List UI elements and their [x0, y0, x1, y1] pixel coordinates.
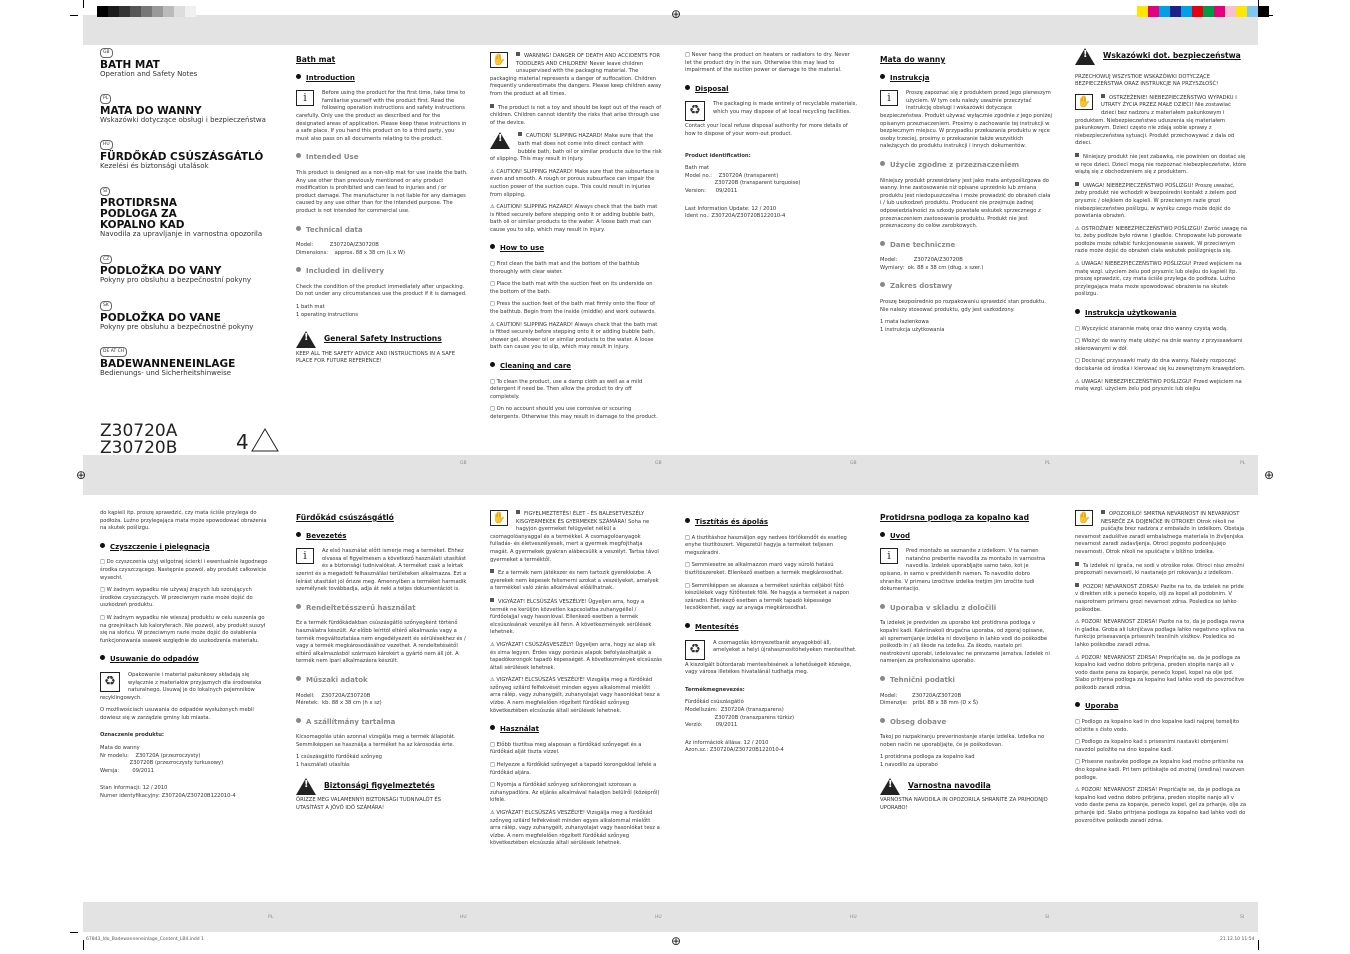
product-id-heading: Oznaczenie produktu:	[100, 732, 164, 739]
how-step: ⚠ VIGYÁZAT! ELCSÚSZÁS VESZÉLYE! Vizsgálja meg a fürdőkád szőnyeg szilárd felfekvését minden egyes alkalommal mielőtt arra rálép, vagy zuhanygélt, zuhanyolajat vagy hasonlókat tesz a vízbe. A nem megfelelően rögzített fürdőkád szőnyeg következtében elcsúszás általi sérülések lehetnek.	[490, 810, 660, 847]
section-heading: Intended Use	[296, 153, 468, 162]
how-step: □ Prisesne nastavke podloge za kopalno kad močno pritisnite na dno kopalne kadi. Pri tem pritiskajte od znotraj (sredina) navzven podloge.	[1075, 759, 1245, 781]
lang-flag: CZ	[100, 255, 112, 265]
clean-text: Do czyszczenia użyj wilgotnej ścierki i ewentualnie łagodnego środka czyszczącego. Następnie pozwól, aby produkt całkowicie wysechł.	[100, 559, 268, 581]
cover-title: BADEWANNENEINLAGE	[100, 357, 236, 370]
page-lang-label: GB	[655, 461, 662, 466]
safety-block	[296, 778, 468, 798]
cover-item	[100, 187, 270, 239]
product-id-text: Bath mat Model no.: Z30720A (transparent) Z30720B (transparent turquoise) Version: 09/2011	[685, 165, 801, 194]
delivery-items: 1 mata łazienkowa 1 instrukcja użytkowania	[880, 319, 945, 333]
how-text: Place the bath mat with the suction feet on its underside on the bottom of the bath.	[490, 281, 653, 295]
cover-title: PODLOŽKA DO VANY	[100, 265, 222, 278]
child-warning-icon: ✋	[490, 510, 508, 526]
page-lang-label: PL	[1045, 461, 1051, 466]
clean-text: To clean the product, use a damp cloth as well as a mild detergent if need be. Then allow the product to dry off completely.	[490, 378, 643, 400]
delivery-text: Kicsomagolás után azonnal vizsgálja meg a termék állapotát. Semmiképpen se használja a terméket ha az károsodás érte.	[296, 734, 456, 748]
delivery-text: Check the condition of the product immediately after unpacking. Do not under any circumstances use the product if it is damaged.	[296, 283, 467, 298]
intro-paragraph	[296, 548, 468, 594]
how-text: Nyomja a fürdőkád szőnyeg színkorongjait szorosan a zuhanypadlóra. Az eljárás alkalmával haladjon belülről (középről) kifelé.	[490, 782, 660, 804]
intro-text: Az első használat előtt ismerje meg a terméket. Ehhez olvassa el figyelmesen a következő használati utasítást és a biztonsági tudnivalókat. A terméket csak a leírtak szerint és a megadott felhasználási területeken alkalmazza. Ezt a leírást utasítást jól őrizze meg. Amennyiben a terméket harmadik személynek továbbadja, adja át neki a teljes dokumentációt is.	[296, 548, 467, 593]
child-warning-icon: ✋	[490, 52, 508, 68]
warning-text: The product is not a toy and should be kept out of the reach of children. Children cannot identify the risks that arise through use of the device.	[490, 104, 662, 126]
crop-mark	[1258, 940, 1259, 950]
delivery-text: Takoj po razpakiranju preverinostanje stanje izdelka. Izdelka no noben način ne uporabljajte, če je poškodovan.	[880, 734, 1045, 748]
section-heading: Uporaba	[1075, 702, 1247, 711]
section-heading: Rendeltetésszerű használat	[296, 604, 468, 613]
clean-text: A tisztításhoz használjon egy nedves törlőkendőt és esetleg enyhe tisztítószert. Végezetül hagyja a terméket teljesen megszáradni.	[685, 534, 847, 556]
warning-text: OSTROŻNIE! NIEBEZPIECZEŃSTWO POŚLIZGU! Zwróć uwagę na to, żeby podłoże było równe i gładkie. Chropowate lub porowate podłoże może ożłabić funkcjonowanie ssawek. W przeciwnym razie może dojść do obrażeń ciała wskutek poślizgnięcia się.	[1075, 225, 1248, 255]
how-step: ⚠ POZOR! NEVARNOST ZDRSA! Prepričajte se, da je podloga za kopalno kad vedno dobro pritrjena, preden stopite nanjo ali v vodo daste pena za kopanje, penečo kopel, gel za prhanje, olje za prhanje ipd. Slabo pritrjena podloga za kopalno kad lahko vodi do povzročitve poškodb zaradi zdrsa.	[1075, 787, 1247, 824]
disposal-text-2: Contact your local refuse disposal authority for more details of how to dispose of your worn-out product.	[685, 123, 848, 137]
warning-text: VIGYÁZAT! ELCSÚSZÁS VESZÉLYE! Vizsgálja meg a fürdőkád szőnyeg szilárd felfekvését minden egyes alkalommal mielőtt arra rálép, vagy zuhanygélt, zuhanyolajat vagy hasonlókat tesz a vízbe. A nem megfelelően rögzített fürdőkád szőnyeg következtében elcsúszás általi sérülések lehetnek.	[490, 677, 660, 714]
disposal-paragraph	[100, 672, 272, 702]
crop-mark	[83, 0, 84, 8]
product-id-heading: Termékmegnevezés:	[685, 686, 745, 693]
disposal-text-2: A kiszolgált bútordarab mentesítésének a lehetőségeit községe, vagy városa illetékes hivatalánál tudhatja meg.	[685, 661, 852, 676]
warning-item	[1075, 94, 1247, 148]
clean-step: □ On no account should you use corrosive or scouring detergents. Otherwise this may result in damage to the product.	[490, 406, 658, 420]
warning-text: UWAGA! NIEBEZPIECZEŃSTWO POŚLIZGU! Przed wejściem na matę wzgl. użyciem żelu pod prysznic lub olejku do kąpieli itp. proszę sprawdzić, czy mata ściśle przylega do podłoża. Luźno przylegająca mata może spowodować obrażenia na skutek poślizgu.	[1075, 261, 1242, 298]
section-heading: Instrukcja	[880, 74, 1052, 83]
page-lang-label: PL	[268, 915, 274, 920]
warning-item	[1075, 153, 1247, 177]
product-id-heading: Product identification:	[685, 152, 751, 159]
warning-item: ⚠ CAUTION! SLIPPING HAZARD! Always check that the bath mat is fitted securely before stepping onto it or adding bubble bath, bath oil or similar products to the water. A loose bath mat can cause you to slip, which may result in injury.	[490, 204, 658, 233]
clean-text: Semmiesetre se alkalmazzon maró vagy súroló hatású tisztítószereket. Ellenkező esetben a termék megkárosodhat.	[685, 562, 844, 576]
safety-block	[296, 331, 468, 351]
section-heading: Disposal	[685, 85, 857, 94]
how-step: □ Podlogo za kopalno kad s prisesnimi nastavki obmjenimi navzdol položite na dno kopalne kadi.	[1075, 739, 1228, 753]
last-update: Az információk állása: 12 / 2010 Azon.sz.: Z30720A/Z30720B122010-4	[685, 739, 784, 754]
clean-step: □ Semmiesetre se alkalmazzon maró vagy súroló hatású tisztítószereket. Ellenkező esetben a termék megkárosodhat.	[685, 562, 844, 576]
section-heading: Zakres dostawy	[880, 282, 1052, 291]
disposal-text: A csomagolás környezetbarát anyagokból áll, amelyeket a helyi újrahasznosítóhelyeken mentesíthet.	[713, 639, 857, 654]
recycle-icon: ♻	[685, 101, 705, 121]
grayscale-bar	[97, 6, 196, 17]
how-text: Podlogo za kopalno kad s prisesnimi nastavki obmjenimi navzdol položite na dno kopalne kadi.	[1075, 739, 1228, 753]
safety-text: PRZECHOWUJ WSZYSTKIE WSKAZÓWKI DOTYCZĄCE BEZPIECZEŃSTWA ORAZ INSTRUKCJE NA PRZYSZŁOŚĆ!	[1075, 73, 1219, 88]
info-icon: i	[880, 548, 898, 564]
cover-column	[100, 48, 270, 393]
disposal-text: Opakowanie i materiał pakunkowy składają się wyłącznie z materiałów przyjaznych dla środowiska naturalnego. Usuwaj je do lokalnych pojemników recyklingowych.	[100, 671, 262, 701]
child-warning-icon: ✋	[1075, 510, 1093, 526]
section-heading: Uvod	[880, 532, 1052, 541]
print-date: 21.12.10 11:54	[1220, 937, 1255, 942]
warning-text: UWAGA! NIEBEZPIECZEŃSTWO POŚLIZGU! Proszę uważać, żeby produkt nie wchodził w bezpośredni kontakt z żelem pod prysznic / olejkiem do kąpieli. W przeciwnym razie grozi niebezpieczeństwo poślizgu, w wyniku czego może dojść do powstania obrażeń.	[1075, 182, 1237, 220]
clean-step: □ W żadnym wypadku nie używaj żrących lub szorujących środków czyszczących. W przeciwnym razie może dojść do uszkodzeń produktu.	[100, 587, 253, 609]
clean-step: □ Do czyszczenia użyj wilgotnej ścierki i ewentualnie łagodnego środka czyszczącego. Następnie pozwól, aby produkt całkowicie wysechł.	[100, 559, 268, 581]
how-step: □ Włożyć do wanny matę ułożyć na dnie wanny z przyssawkami skierowanymi w dół.	[1075, 338, 1243, 352]
lang-flag: DE AT CH	[100, 347, 127, 357]
intended-use-text: This product is designed as a non-slip mat for use inside the bath. Any use other than previously mentioned or any product modification is prohibited and can lead to injuries and / or product damage. The manufacturer is not liable for any damages caused by any use other than for the intended purpose. The product is not intended for commercial use.	[296, 169, 468, 214]
middle-band	[83, 455, 1258, 495]
clean-step: □ Never hang the product on heaters or radiators to dry. Never let the product dry in the sun. Otherwise this may lead to impairment of the suction power or damage to the material.	[685, 52, 850, 74]
age-number: 4	[236, 430, 249, 454]
warning-item: ⚠ POZOR! NEVARNOST ZDRSA! Prepričajte se, da je podloga za kopalno kad vedno dobro pritrjena, preden stopite nanjo ali v vodo daste pena za kopanje, penečo kopel, kopel na olje ipd. Slabo pritrjena podloga za kopalno kad lahko vodi do povzročitve poškodb zaradi zdrsa.	[1075, 654, 1245, 691]
info-icon: i	[880, 90, 898, 106]
last-update: Last Information Update: 12 / 2010 Ident no.: Z30720A/Z30720B122010-4	[685, 205, 786, 220]
clean-step: □ Semmiképpen se akassza a terméket szárítás céljából fűtő készülékek vagy fűtőtestek fölé. Ne hagyja a terméket a napon száradni. Ellenkező esetben a termék tapadó képessége lecsökkenhet, vagy az anyaga megkárosodhat.	[685, 582, 850, 612]
warning-item: ⚠ VIGYÁZAT! ELCSÚSZÁS VESZÉLYE! Vizsgálja meg a fürdőkád szőnyeg szilárd felfekvését minden egyes alkalommal mielőtt arra rálép, vagy zuhanygélt, zuhanyolajat vagy hasonlókat tesz a vízbe. A nem megfelelően rögzített fürdőkád szőnyeg következtében elcsúszás általi sérülések lehetnek.	[490, 677, 660, 714]
lang-flag: HU	[100, 140, 113, 150]
section-heading: Műszaki adatok	[296, 676, 468, 685]
warning-text: POZOR! NEVARNOST ZDRSA! Prepričajte se, da je podloga za kopalno kad vedno dobro pritrjena, preden stopite nanjo ali v vodo daste pena za kopanje, penečo kopel, kopel na olje ipd. Slabo pritrjena podloga za kopalno kad lahko vodi do povzročitve poškodb zaradi zdrsa.	[1075, 654, 1245, 691]
page-lang-label: PL	[1240, 461, 1246, 466]
cover-subtitle: Kezelési és biztonsági utalások	[100, 161, 209, 170]
how-text: Prisesne nastavke podloge za kopalno kad močno pritisnite na dno kopalne kadi. Pri tem pritiskajte od znotraj (sredina) navzven podloge.	[1075, 759, 1245, 781]
safety-heading: Biztonsági figyelmeztetés	[324, 780, 435, 790]
section-heading: Tehnični podatki	[880, 676, 1052, 685]
delivery-items: 1 csúszásgátló fürdőkád szőnyeg 1 használati utasítás	[296, 754, 382, 769]
continued-text: do kąpieli itp. proszę sprawdzić, czy mata ściśle przylega do podłoża. Luźno przylegająca mata może spowodować obrażenia na skutek poślizgu.	[100, 510, 267, 532]
hu-column-1	[296, 508, 468, 817]
intended-use-text: Ez a termék fürdőkádakban csúszásgátló szőnyegként történő használatra készült. Az előbb leírttól eltérő alkalmazás vagy a termék megváltoztatása nem engedélyezett és sérülésekhez és / vagy a termék megkárosodásához vezethet. A rendeltetésétől eltérő alkalmazásból származó károkért a gyártó nem áll jót. A termék nem ipari alkalmazásra készült.	[296, 620, 466, 665]
section-title: Protidrsna podloga za kopalno kad	[880, 513, 1030, 522]
how-step: □ Helyezze a fürdőkád szőnyeget a tapadó korongokkal lefelé a fürdőkád aljára.	[490, 762, 657, 776]
lang-flag: GB	[100, 48, 113, 58]
how-text: Helyezze a fürdőkád szőnyeget a tapadó korongokkal lefelé a fürdőkád aljára.	[490, 762, 657, 776]
warning-item	[490, 104, 662, 128]
clean-step: □ A tisztításhoz használjon egy nedves törlőkendőt és esetleg enyhe tisztítószert. Végezetül hagyja a terméket teljesen megszáradni.	[685, 534, 847, 556]
page-lang-label: HU	[655, 915, 662, 920]
warning-text: Ta izdelek ni igrača, ne sodi v otroške roke. Otroci niso zmožni prepoznati nevarnosti, ki nastanejo pri rokovanju z izdelkom.	[1075, 562, 1245, 577]
warning-text: POZOR! NEVARNOST ZDRSA! Pazite na to, da je podlaga ravna in gladka. Groba ali luknjičava podlaga lahko negativno vpliva na funkcijo prisesavanja prisesnih tesnilnih vložkov. Posledica so lahko poškodbe zaradi zdrsa.	[1075, 619, 1245, 648]
registration-mark-icon: ⊕	[671, 7, 682, 21]
warning-item	[490, 510, 662, 564]
intro-paragraph	[880, 548, 1052, 594]
pl-column-2	[1075, 48, 1247, 399]
clean-text: On no account should you use corrosive or scouring detergents. Otherwise this may result in damage to the product.	[490, 406, 658, 420]
age-warning	[236, 428, 279, 452]
delivery-text: Proszę bezpośrednio po rozpakowaniu sprawdzić stan produktu. Nie należy stosować produktu, gdy jest uszkodzony.	[880, 299, 1046, 313]
page-lang-label: SI	[1045, 915, 1050, 920]
tech-data	[296, 242, 468, 257]
warning-text: Ez a termék nem játékszer és nem tartozik gyerekkézbe. A gyerekek nem képesek felismerni azokat a veszélyeket, amelyek a termékkel való zárás alkalmával előállhatnak.	[490, 570, 659, 592]
how-text: Előbb tisztítsa meg alaposan a fürdőkád szőnyeget és a fürdőkád alját tiszta vízzel.	[490, 741, 642, 756]
hu-column-2	[490, 510, 662, 853]
warning-triangle-icon	[296, 778, 316, 795]
how-text: First clean the bath mat and the bottom of the bathtub thoroughly with clear water.	[490, 261, 640, 275]
how-step: □ Wyczyścić starannie matę oraz dno wanny czystą wodą.	[1075, 325, 1228, 332]
clean-text: Never hang the product on heaters or radiators to dry. Never let the product dry in the sun. Otherwise this may lead to impairment of the suction power or damage to the material.	[685, 52, 850, 74]
page-lang-label: HU	[460, 915, 467, 920]
how-text: Włożyć do wanny matę ułożyć na dnie wanny z przyssawkami skierowanymi w dół.	[1075, 338, 1243, 352]
disposal-text: The packaging is made entirely of recyclable materials, which you may dispose of at local recycling facilities.	[713, 101, 857, 115]
info-icon: i	[296, 548, 314, 564]
warning-item: ⚠ OSTROŻNIE! NIEBEZPIECZEŃSTWO POŚLIZGU! Zwróć uwagę na to, żeby podłoże było równe i gładkie. Chropowate lub porowate podłoże może ożłabić funkcjonowanie ssawek. W przeciwnym razie może dojść do obrażeń ciała wskutek poślizgnięcia się.	[1075, 225, 1248, 255]
section-heading: Obseg dobave	[880, 718, 1052, 727]
section-heading: Introduction	[296, 74, 468, 83]
clean-text: W żadnym wypadku nie używaj żrących lub szorujących środków czyszczących. W przeciwnym razie może dojść do uszkodzeń produktu.	[100, 587, 253, 609]
how-step: □ Podlogo za kopalno kad in dno kopalne kadi najprej temeljito očistite s čisto vodo.	[1075, 719, 1240, 733]
warning-triangle-icon	[490, 132, 510, 149]
color-bar	[1137, 6, 1269, 17]
safety-text: VARNOSTNA NAVODILA IN OPOZORILA SHRANITE ZA PRIHODNJO UPORABO!	[880, 797, 1048, 811]
last-update: Stan informacji: 12 / 2010 Numer identyfikacyjny: Z30720A/Z30720B122010-4	[100, 785, 236, 800]
section-heading: Mentesítés	[685, 623, 857, 632]
registration-mark-icon: ⊕	[1264, 468, 1275, 482]
clean-step: □ W żadnym wypadku nie wieszaj produktu w celu suszenia go na grzejnikach lub kaloryferach. Nie pozwól, aby produkt suszył się na słońcu. W przeciwnym razie może dojść do osłabienia funkcjonowania ssawek względnie do uszkodzenia materiału.	[100, 614, 266, 644]
model-b: Z30720B	[100, 438, 178, 458]
si-column-2	[1075, 510, 1247, 830]
cover-title: MATA DO WANNY	[100, 104, 202, 117]
how-step: □ Nyomja a fürdőkád szőnyeg színkorongjait szorosan a zuhanypadlóra. Az eljárás alkalmával haladjon belülről (középről) kifelé.	[490, 782, 660, 804]
safety-block	[880, 778, 1052, 798]
model-numbers	[100, 423, 177, 457]
warning-item	[1075, 562, 1247, 578]
section-title: Mata do wanny	[880, 55, 946, 64]
safety-heading: Wskazówki dot. bezpieczeństwa	[1103, 51, 1241, 60]
gb-column-1	[296, 50, 468, 371]
disposal-text-2: O możliwościach usuwania do odpadów wysłużonych mebli dowiesz się w zarządzie gminy lub miasta.	[100, 707, 254, 721]
crop-mark	[70, 932, 78, 933]
intended-use-text: Ta izdelek je predviden za uporabo kot protidrsna podloga v kopalni kadi. Kakršnakoli drugačna uporaba, od zgoraj opisane, ali sprememjanje izdelka ni dovoljeno in lahko vodi do poškodbe poškodb in / ali škode na izdelku. Za škodo, nastalo pri nestrokovni uporabi, izdelovalec ne prevzame jamstva. Izdelek ni namenjen za profesionalno uporabo.	[880, 620, 1050, 665]
cover-subtitle: Wskazówki dotyczące obsługi i bezpieczeństwa	[100, 115, 266, 124]
section-heading: Cleaning and care	[490, 362, 662, 371]
section-heading: Użycie zgodne z przeznaczeniem	[880, 161, 1052, 170]
how-text: VIGYÁZAT! ELCSÚSZÁS VESZÉLYE! Vizsgálja meg a fürdőkád szőnyeg szilárd felfekvését minden egyes alkalommal mielőtt arra rálép, vagy zuhanygélt, zuhanyolajat vagy hasonlókat tesz a vízbe. A nem megfelelően rögzített fürdőkád szőnyeg következtében elcsúszás általi sérülések lehetnek.	[490, 810, 660, 847]
how-step: □ Press the suction feet of the bath mat firmly onto the floor of the bathtub. Begin from the inside (middle) and work outwards.	[490, 301, 656, 316]
safety-heading: Varnostna navodila	[908, 780, 991, 790]
intro-paragraph	[296, 90, 468, 143]
model-a: Z30720A	[100, 421, 178, 441]
intended-use-text: Niniejszy produkt przewidziany jest jako mata antypoślizgowa do wanny. Inne zastosowanie niż opisane uprzednio lub zmiana produktu jest niedopuszczalna i może prowadzić do obrażeń ciała i / lub uszkodzeń produktu. Producent nie przejmuje żadnej odpowiedzialności za szkody powstałe wskutek sprzecznego z przeznaczeniem zastosowania produktu. Produkt nie jest przeznaczony do celów zarobkowych.	[880, 177, 1051, 230]
cover-title: PODLOŽKA DO VANE	[100, 311, 221, 324]
product-id-text: Fürdőkád csúszásgátló Modellszám: Z30720A (transzparens) Z30720B (transzparens türkiz) Verzió: 09/2011	[685, 699, 794, 729]
warning-text: CAUTION! SLIPPING HAZARD! Always check that the bath mat is fitted securely before stepping onto it or adding bubble bath, bath oil or similar products to the water. A loose bath mat can cause you to slip, which may result in injury.	[490, 204, 658, 233]
section-heading: How to use	[490, 244, 662, 253]
page-lang-label: GB	[460, 461, 467, 466]
hu-column-3	[685, 508, 857, 760]
warning-item: ⚠ UWAGA! NIEBEZPIECZEŃSTWO POŚLIZGU! Przed wejściem na matę wzgl. użyciem żelu pod prysznic lub olejku do kąpieli itp. proszę sprawdzić, czy mata ściśle przylega do podłoża. Luźno przylegająca mata może spowodować obrażenia na skutek poślizgu.	[1075, 261, 1242, 298]
warning-item	[1075, 182, 1247, 221]
how-step: □ First clean the bath mat and the bottom of the bathtub thoroughly with clear water.	[490, 261, 640, 275]
intro-paragraph	[880, 90, 1052, 151]
warning-text: CAUTION! SLIPPING HAZARD! Make sure that the subsurface is even and smooth. A rough or porous subsurface can impair the suction power of the suction cups. This could result in injuries from slipping.	[490, 168, 660, 198]
cover-subtitle: Operation and Safety Notes	[100, 69, 198, 78]
how-text: Press the suction feet of the bath mat firmly onto the floor of the bathtub. Begin from the inside (middle) and work outwards.	[490, 301, 656, 316]
delivery-items: 1 bath mat 1 operating instructions	[296, 304, 359, 318]
gb-column-3	[685, 52, 857, 226]
warning-item	[490, 598, 662, 637]
warning-text: VIGYÁZAT! CSÚSZÁSVESZÉLY! Ügyeljen arra, hogy az alap sík és sima legyen. Érdes vagy porózus alapok befolyásolhatják a tapadókorongok tapadó képességét. A következmények elcsúszás általi sérülések lehetnek.	[490, 641, 662, 671]
how-step: ⚠ UWAGA! NIEBEZPIECZEŃSTWO POŚLIZGU! Przed wejściem na matę wzgl. użyciem żelu pod prysznic lub olejku	[1075, 378, 1242, 393]
section-heading: Tisztítás és ápolás	[685, 518, 857, 527]
child-warning-icon: ✋	[1075, 94, 1093, 110]
how-text: Podlogo za kopalno kad in dno kopalne kadi najprej temeljito očistite s čisto vodo.	[1075, 719, 1240, 733]
how-step: □ Docisnąć przyssawki maty do dna wanny. Należy rozpocząć dociskanie od środka i kierować się ku zewnętrznym krawędziom.	[1075, 358, 1246, 372]
intro-text: Before using the product for the first time, take time to familiarise yourself with the product first. Read the following operation instructions and safety instructions carefully. Only use the product as described and for the designated areas of application. Please keep these instructions in a safe place. If you hand this product on to a third party, you must also pass on all documents relating to the product.	[296, 90, 467, 142]
clean-text: Semmiképpen se akassza a terméket szárítás céljából fűtő készülékek vagy fűtőtestek fölé. Ne hagyja a terméket a napon száradni. Ellenkező esetben a termék tapadó képessége lecsökkenhet, vagy az anyaga megkárosodhat.	[685, 582, 850, 612]
crop-mark	[70, 15, 78, 16]
file-slug: 67843_Ido_Badewanneneinlage_Content_LB4.indd 1	[86, 937, 204, 942]
pl-column-1	[880, 50, 1052, 339]
warning-text: Niniejszy produkt nie jest zabawką, nie powinien on dostać się w ręce dzieci. Dzieci mogą nie rozpoznać niebezpieczeństw, które wiążą się z obchodzeniem się z produktem.	[1075, 153, 1247, 176]
section-heading: Usuwanie do odpadów	[100, 655, 272, 664]
how-step: ⚠ CAUTION! SLIPPING HAZARD! Always check that the bath mat is fitted securely before stepping onto it or adding bubble bath, shower gel, shower oil or similar products to the water. A loose bath can cause you to slip, which may result in injury.	[490, 321, 658, 351]
cover-subtitle: Pokyny pro obsluhu a bezpečnostní pokyny	[100, 276, 252, 285]
intro-text: Pred montažo se seznanite z izdelkom. V ta namen natančno preberite navodila za montažo in varnostna navodila. Izdelek uporabljajte samo tako, kot je opisano, in samo v predvidenih namen. To navodilo dobro shranite. V primeru izročitve izdelka tretjim jim izročite tudi dokumentacijo.	[880, 548, 1046, 593]
warning-text: OPOZORILO! SMRTNA NEVARNOST IN NEVARNOST NESREČE ZA DOJENČKE IN OTROKE! Otrok nikoli ne puščajte brez nadzora z embalažo in izdelkom. Obstaja nevarnost zadušitve zaradi embalažnega materiala in življenjska nevarnost zaradi zadavljenja. Otroci pogosto podcenjujejo nevarnosti. Otrok nikoli ne spuščajte v bližino izdelka.	[1075, 511, 1245, 555]
registration-mark-icon: ⊕	[76, 468, 87, 482]
pl2-column	[100, 510, 272, 806]
warning-triangle-icon	[1075, 48, 1095, 65]
cover-subtitle: Pokyny pre obsluhu a bezpečnostné pokyny	[100, 322, 254, 331]
section-heading: Technical data	[296, 226, 468, 235]
warning-triangle-icon	[880, 778, 900, 795]
cover-item	[100, 347, 270, 377]
cover-title: PROTIDRSNA PODLOGA ZA KOPALNO KAD	[100, 197, 185, 232]
tech-data: Model: Z30720A/Z30720B Dimenzije: pribl. 88 x 38 mm (D x Š)	[880, 692, 979, 707]
how-text: Wyczyścić starannie matę oraz dno wanny czystą wodą.	[1081, 325, 1228, 332]
warning-text: POZOR! NEVARNOST ZDRSA! Pazite na to, da izdelek ne pride v direkten stik s penečo kopelo, olji za kopel ali podobnim. V nasprotnem primeru grozi nevarnost zdrsa. Posledica so lahko poškodbe.	[1075, 583, 1244, 613]
section-heading: Dane techniczne	[880, 241, 1052, 250]
warning-text: VIGYÁZAT! ELCSÚSZÁS VESZÉLYE! Ügyeljen arra, hogy a termék ne kerüljön közvetlen kapcsolatba zuhanygéllel / fürdőolajjal vagy hasonlóval. Ellenkező esetben a termék elcsúszásának veszélye áll fenn. A következmények sérülések lehetnek.	[490, 598, 652, 636]
cover-item	[100, 94, 270, 124]
safety-heading: General Safety Instructions	[324, 334, 442, 344]
how-text: Docisnąć przyssawki maty do dna wanny. Należy rozpocząć dociskanie od środka i kierować się ku zewnętrznym krawędziom.	[1075, 358, 1246, 372]
how-text: CAUTION! SLIPPING HAZARD! Always check that the bath mat is fitted securely before stepping onto it or adding bubble bath, shower gel, shower oil or similar products to the water. A loose bath can cause you to slip, which may result in injury.	[490, 321, 658, 351]
registration-mark-icon: ⊕	[671, 934, 682, 948]
cover-subtitle: Bedienungs- und Sicherheitshinweise	[100, 368, 232, 377]
recycle-icon: ♻	[685, 640, 705, 660]
recycle-icon: ♻	[100, 672, 120, 692]
disposal-paragraph	[685, 101, 857, 119]
age-triangle-icon	[251, 428, 279, 452]
page-lang-label: SI	[1240, 915, 1245, 920]
warning-triangle-icon	[296, 331, 316, 348]
section-title: Fürdőkád csúszásgátló	[296, 513, 394, 522]
product-id-text: Mata do wanny Nr modelu: Z30720A (przezroczysty) Z30720B (przezroczysty turkusowy) Wersja: 09/2011	[100, 745, 224, 774]
tech-dimensions: Dimensions: approx. 88 x 38 cm (L x W)	[296, 249, 405, 256]
clean-step: □ To clean the product, use a damp cloth as well as a mild detergent if need be. Then allow the product to dry off completely.	[490, 378, 643, 400]
section-heading: Uporaba v skladu z določili	[880, 604, 1052, 613]
bottom-band	[83, 902, 1258, 932]
cover-item	[100, 255, 270, 285]
safety-text: KEEP ALL THE SAFETY ADVICE AND INSTRUCTIONS IN A SAFE PLACE FOR FUTURE REFERENCE!	[296, 350, 456, 365]
warning-item	[490, 569, 662, 593]
crop-mark	[83, 940, 84, 950]
section-heading: Bevezetés	[296, 532, 468, 541]
cover-item	[100, 140, 270, 170]
lang-flag: PL	[100, 94, 111, 104]
intro-text: Proszę zapoznać się z produktem przed jego pierwszym użyciem. W tym celu należy uważnie przeczytać instrukcję obsługi i wskazówki dotyczące bezpieczeństwa. Produkt używać wyłącznie zgodnie z jego poniżej opisanym przeznaczeniem. Prosimy o zachowanie tej instrukcji w bezpiecznym miejscu. W przypadku przekazania produktu w ręce osoby trzeciej, prosimy o przekazanie także wszystkich należących do produktu instrukcji i innych dokumentów.	[880, 90, 1052, 150]
warning-text: OSTRZEŻENIE! NIEBEZPIECZEŃSTWO WYPADKU I UTRATY ŻYCIA PRZEZ MAŁE DZIECI! Nie zostawiać dzieci bez nadzoru z materiałem pakunkowym i produktem. Niebezpieczeństwo uduszenia się materiałem pakunkowym. Dzieci często nie zdają sobie sprawy z niebezpieczeństwa sytuacji. Produkt przechowywać z dala od dzieci.	[1075, 94, 1237, 147]
cover-item	[100, 301, 270, 331]
delivery-items: 1 protidrsna podloga za kopalno kad 1 navodilo za uporabo	[880, 754, 975, 769]
how-step: □ Előbb tisztítsa meg alaposan a fürdőkád szőnyeget és a fürdőkád alját tiszta vízzel.	[490, 741, 642, 756]
warning-item	[490, 52, 662, 99]
safety-block	[1075, 48, 1247, 68]
cover-item	[100, 48, 270, 78]
section-heading: Használat	[490, 725, 662, 734]
clean-text: W żadnym wypadku nie wieszaj produktu w celu suszenia go na grzejnikach lub kaloryferach. Nie pozwól, aby produkt suszył się na słońcu. W przeciwnym razie może dojść do osłabienia funkcjonowania ssawek względnie do uszkodzenia materiału.	[100, 614, 266, 644]
warning-text: CAUTION! SLIPPING HAZARD! Make sure that the bath mat does not come into direct contact with bubble bath, bath oil or similar products due to the risk of slipping. This may result in injury.	[490, 133, 662, 163]
how-step: □ Place the bath mat with the suction feet on its underside on the bottom of the bath.	[490, 281, 653, 295]
warning-item	[1075, 510, 1247, 557]
warning-text: FIGYELMEZTETÉS! ÉLET - ÉS BALESETVESZÉLY KISGYERMEKEK ÉS GYERMEKEK SZÁMÁRA! Soha ne hagyjon gyermeket felügyelet nélkül a csomagolóanyaggal és a termékkel. A csomagolóanyagok fulladás- és életveszélyesek, mert a gyermek megfojthatja magát. A gyermekek gyakran alábecsülik a veszélyt. Tartsa távol gyermeket a terméktől.	[490, 511, 659, 563]
section-heading: A szállítmány tartalma	[296, 718, 468, 727]
lang-flag: SI	[100, 187, 110, 197]
page-lang-label: HU	[850, 915, 857, 920]
warning-item	[490, 132, 662, 163]
how-text: POZOR! NEVARNOST ZDRSA! Prepričajte se, da je podloga za kopalno kad vedno dobro pritrjena, preden stopite nanjo ali v vodo daste pena za kopanje, penečo kopel, gel za prhanje, olje za prhanje ipd. Slabo pritrjena podloga za kopalno kad lahko vodi do povzročitve poškodb zaradi zdrsa.	[1075, 787, 1247, 824]
tech-data: Modell: Z30720A/Z30720B Méretek: kb. 88 x 38 cm (h x sz)	[296, 692, 382, 707]
disposal-paragraph	[685, 640, 857, 655]
warning-item	[1075, 583, 1247, 614]
warning-item: ⚠ POZOR! NEVARNOST ZDRSA! Pazite na to, da je podlaga ravna in gladka. Groba ali luknjičava podlaga lahko negativno vpliva na funkcijo prisesavanja prisesnih tesnilnih vložkov. Posledica so lahko poškodbe zaradi zdrsa.	[1075, 619, 1245, 648]
tech-model: Model: Z30720A/Z30720B	[296, 242, 379, 249]
safety-text: ŐRIZZE MEG VALAMENNYI BIZTONSÁGI TUDNIVALÓT ÉS UTASÍTÁST A JÖVŐ IDŐ SZÁMÁRA!	[296, 797, 441, 811]
warning-item: ⚠ VIGYÁZAT! CSÚSZÁSVESZÉLY! Ügyeljen arra, hogy az alap sík és sima legyen. Érdes vagy porózus alapok befolyásolhatják a tapadókorongok tapadó képességét. A következmények elcsúszás általi sérülések lehetnek.	[490, 641, 662, 671]
cover-title: BATH MAT	[100, 58, 160, 71]
cover-subtitle: Navodila za upravljanje in varnostna opozorila	[100, 230, 263, 239]
section-title: Bath mat	[296, 55, 336, 64]
lang-flag: SK	[100, 301, 112, 311]
warning-text: WARNING! DANGER OF DEATH AND ACCIDENTS FOR TODDLERS AND CHILDREN! Never leave children unsupervised with the packaging material. The packaging material represents a danger of suffocation. Children frequently underestimate the dangers. Please keep children away from the product at all times.	[490, 53, 662, 97]
si-column-1	[880, 508, 1052, 817]
tech-data: Model: Z30720A/Z30720B Wymiary: ok. 88 x 38 cm (dług. x szer.)	[880, 257, 984, 271]
section-heading: Instrukcja użytkowania	[1075, 309, 1247, 318]
cover-title: FÜRDŐKÁD CSÚSZÁSGÁTLÓ	[100, 150, 264, 163]
section-heading: Czyszczenie i pielęgnacja	[100, 543, 272, 552]
warning-item: ⚠ CAUTION! SLIPPING HAZARD! Make sure that the subsurface is even and smooth. A rough or porous subsurface can impair the suction power of the suction cups. This could result in injuries from slipping.	[490, 168, 660, 198]
how-text: UWAGA! NIEBEZPIECZEŃSTWO POŚLIZGU! Przed wejściem na matę wzgl. użyciem żelu pod prysznic lub olejku	[1075, 378, 1242, 393]
info-icon: i	[296, 90, 314, 106]
gb-column-2	[490, 52, 662, 427]
section-heading: Included in delivery	[296, 267, 468, 276]
page-lang-label: GB	[850, 461, 857, 466]
